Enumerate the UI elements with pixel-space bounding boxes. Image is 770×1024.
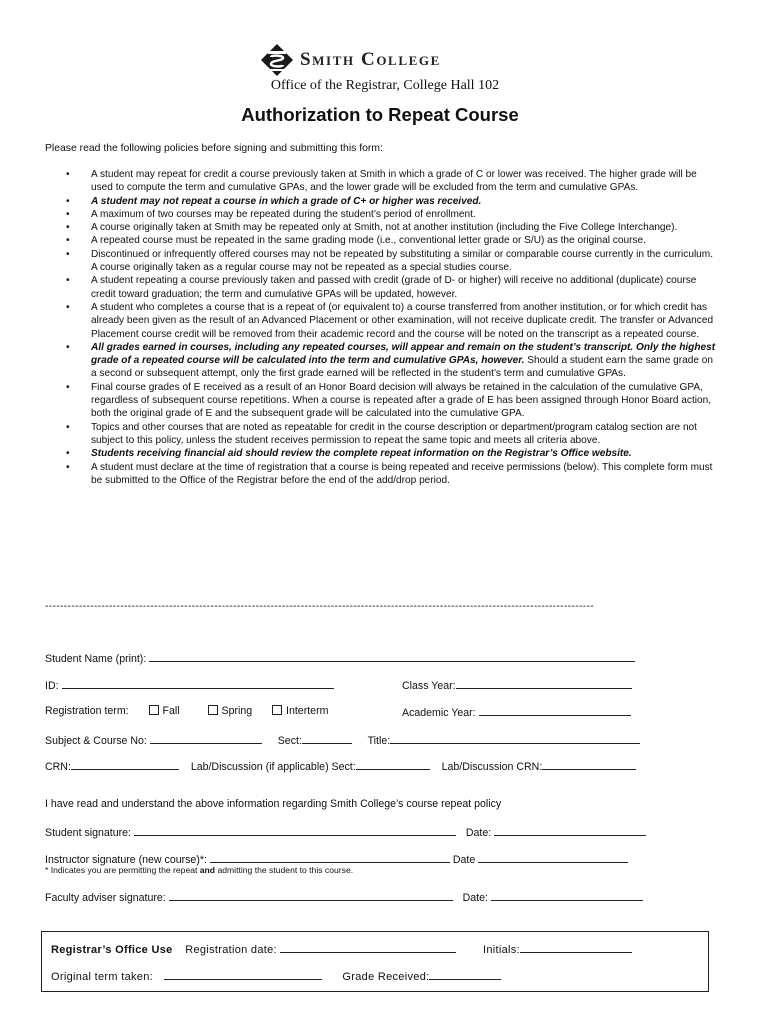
course-row	[45, 733, 640, 747]
instructor-signature-row	[45, 852, 628, 866]
note-suffix: admitting the student to this course.	[215, 865, 354, 875]
registration-date-field[interactable]	[280, 942, 456, 953]
original-term-label: Original term taken:	[51, 971, 153, 983]
policy-item	[45, 274, 717, 301]
crn-field[interactable]	[71, 759, 179, 770]
student-name-field[interactable]	[149, 651, 635, 662]
subject-course-label: Subject & Course No:	[45, 735, 147, 747]
lab-crn-field[interactable]	[542, 759, 636, 770]
registration-date-label: Registration date:	[185, 944, 277, 956]
note-prefix: * Indicates you are permitting the repeat	[45, 865, 200, 875]
title-field[interactable]	[390, 733, 640, 744]
student-name-row	[45, 651, 635, 665]
original-term-field[interactable]	[164, 969, 322, 980]
policy-item	[45, 381, 717, 421]
bullet-icon: •	[66, 222, 70, 234]
policy-text: A student must declare at the time of registration that a course is being repeated and receive permissions (below). This complete form must be submitted to the Office of the Registrar before the end of the add/drop period.	[91, 461, 713, 486]
registrar-row-1	[51, 942, 632, 956]
grade-received-label: Grade Received:	[342, 971, 430, 983]
interterm-checkbox[interactable]	[272, 705, 282, 715]
bullet-icon: •	[66, 275, 70, 287]
policy-item	[45, 221, 717, 234]
bullet-icon: •	[66, 421, 70, 433]
policy-item	[45, 341, 717, 381]
bullet-icon: •	[66, 301, 70, 313]
instructor-date-label: Date	[452, 854, 476, 866]
bullet-icon: •	[66, 248, 70, 260]
bullet-icon: •	[66, 381, 70, 393]
policy-emphasis: All grades earned in courses, including any repeated courses, will appear and remain on the student’s transcript. Only the highest grade of a repeated course will be calculated into the term and cumulative GPAs, however.	[91, 341, 716, 367]
academic-year-label: Academic Year:	[402, 707, 476, 719]
adviser-date-field[interactable]	[491, 890, 643, 901]
policy-text: A maximum of two courses may be repeated during the student’s period of enrollment.	[91, 208, 476, 220]
registrar-use-box	[41, 931, 709, 992]
sect-field[interactable]	[302, 733, 352, 744]
office-address: Office of the Registrar, College Hall 102	[270, 78, 500, 93]
instructor-signature-label: Instructor signature (new course)*:	[45, 854, 207, 866]
college-name: Smith College	[300, 49, 441, 70]
adviser-signature-row	[45, 890, 643, 904]
bullet-icon: •	[66, 448, 70, 460]
policy-item	[45, 461, 717, 488]
policy-item	[45, 195, 717, 208]
class-year-field[interactable]	[456, 678, 632, 689]
policy-item	[45, 301, 717, 341]
spring-checkbox[interactable]	[208, 705, 218, 715]
policy-text: Students receiving financial aid should review the complete repeat information on the Registrar’s Office website.	[91, 448, 632, 460]
policy-text: Should a student earn the same grade on a second or subsequent attempt, only the first grade earned will be reflected in the student’s term and cumulative GPAs.	[91, 355, 713, 380]
policy-text: Discontinued or infrequently offered courses may not be repeated by substituting a similar or comparable course currently in the curriculum. A course originally taken as a regular course may not be repeated as a special studies course.	[91, 248, 714, 274]
instructor-note	[45, 865, 353, 875]
student-signature-label: Student signature:	[45, 827, 131, 839]
id-field[interactable]	[62, 678, 334, 689]
registrar-row-2	[51, 969, 501, 983]
id-label: ID:	[45, 680, 59, 692]
adviser-date-label: Date:	[462, 892, 488, 904]
policy-text: Topics and other courses that are noted as repeatable for credit in the course description or department/program catalog section are not subject to this policy, unless the student receives permission to repeat the same topic and meets all criteria above.	[91, 421, 697, 446]
id-row	[45, 678, 334, 692]
policy-text: A student who completes a course that is a repeat of (or equivalent to) a course transferred from another institution, or for which credit has already been given as the result of an Advanced Placement or other examination, will not receive duplicate credit. The transfer or Advanced Placement course credit will be removed from their academic record and the course will be noted on the transcript as a repeated course.	[91, 301, 714, 340]
subject-course-field[interactable]	[150, 733, 262, 744]
bullet-icon: •	[66, 208, 70, 220]
bullet-icon: •	[66, 169, 70, 180]
student-date-field[interactable]	[494, 825, 646, 836]
lab-sect-field[interactable]	[356, 759, 430, 770]
instructor-signature-field[interactable]	[210, 852, 450, 863]
policy-text: A student may not repeat a course in which a grade of C+ or higher was received.	[91, 195, 482, 207]
policy-item	[45, 248, 717, 275]
bullet-icon: •	[66, 235, 70, 247]
class-year-row	[402, 678, 632, 692]
policy-text: A student may repeat for credit a course previously taken at Smith in which a grade of C or lower was received. The higher grade will be used to compute the term and cumulative GPAs, and the lower grade will be excluded from the term and cumulative GPAs.	[91, 169, 697, 194]
student-name-label: Student Name (print):	[45, 653, 147, 665]
dashed-separator: --------------------------------------------------------------------------------------------------------------------------------------------------	[45, 601, 594, 612]
policy-item	[45, 421, 717, 448]
registrar-heading: Registrar’s Office Use	[51, 944, 173, 956]
bullet-icon: •	[66, 461, 70, 473]
policy-text: Final course grades of E received as a result of an Honor Board decision will always be retained in the calculation of the cumulative GPA, regardless of subsequent course repetitions. When a course is repeated after a grade of E has been assigned through Honor Board action, both the original grade of E and the subsequent grade will be calculated into the cumulative GPA.	[91, 381, 712, 420]
academic-year-field[interactable]	[479, 705, 631, 716]
bullet-icon: •	[66, 195, 70, 207]
policy-item	[45, 168, 717, 195]
bullet-icon: •	[66, 341, 70, 353]
policy-text: A course originally taken at Smith may be repeated only at Smith, not at another institution (including the Five College Interchange).	[91, 222, 678, 234]
sect-label: Sect:	[277, 735, 302, 747]
spring-label: Spring	[221, 705, 253, 717]
student-signature-field[interactable]	[134, 825, 456, 836]
adviser-signature-field[interactable]	[169, 890, 453, 901]
lab-sect-label: Lab/Discussion (if applicable) Sect:	[190, 761, 356, 773]
policy-item	[45, 234, 717, 247]
crn-label: CRN:	[45, 761, 71, 773]
policy-text: A student repeating a course previously taken and passed with credit (grade of D- or higher) will receive no additional (duplicate) course credit toward graduation; the term and cumulative GPAs will be updated, however.	[91, 275, 697, 300]
academic-year-row	[402, 705, 631, 719]
page-title: Authorization to Repeat Course	[241, 104, 519, 125]
lab-crn-label: Lab/Discussion CRN:	[441, 761, 543, 773]
registration-term-label: Registration term:	[45, 705, 129, 717]
registration-term-row	[45, 705, 328, 717]
fall-label: Fall	[162, 705, 180, 717]
college-logo	[258, 42, 441, 78]
class-year-label: Class Year:	[402, 680, 456, 692]
intro-text: Please read the following policies before signing and submitting this form:	[45, 143, 383, 154]
policy-text: A repeated course must be repeated in the same grading mode (i.e., conventional letter grade or S/U) as the original course.	[91, 235, 646, 247]
policy-item	[45, 447, 717, 460]
interterm-label: Interterm	[286, 705, 329, 717]
smith-college-seal-icon	[258, 43, 296, 77]
grade-received-field[interactable]	[429, 969, 501, 980]
note-emphasis: and	[199, 865, 216, 875]
policy-item	[45, 208, 717, 221]
student-signature-row	[45, 825, 646, 839]
initials-label: Initials:	[482, 944, 520, 956]
crn-row	[45, 759, 636, 773]
policy-list	[45, 168, 717, 487]
instructor-date-field[interactable]	[478, 852, 628, 863]
acknowledgement-text: I have read and understand the above information regarding Smith College’s course repeat policy	[45, 798, 502, 810]
title-label: Title:	[367, 735, 391, 747]
student-date-label: Date:	[465, 827, 492, 839]
adviser-signature-label: Faculty adviser signature:	[45, 892, 166, 904]
initials-field[interactable]	[520, 942, 632, 953]
fall-checkbox[interactable]	[149, 705, 159, 715]
